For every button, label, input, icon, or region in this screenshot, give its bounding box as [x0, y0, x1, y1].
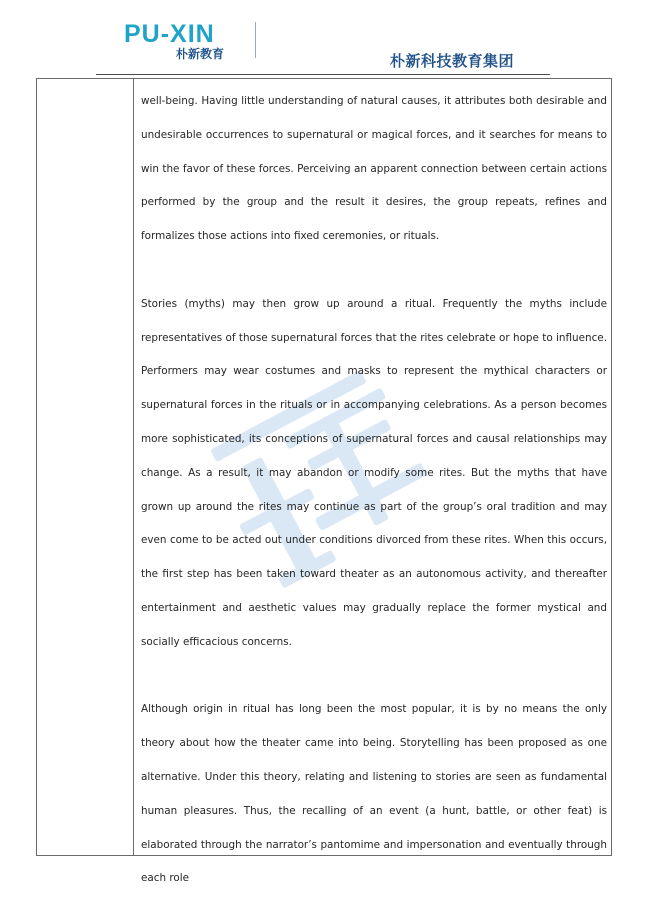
company-name: 朴新科技教育集团	[390, 52, 515, 70]
document-table	[36, 78, 612, 885]
paragraph-3: Although origin in ritual has long been the most popular, it is by no means the only theory about how the theater came into being. Storytelling has been proposed as one alternative. Under this theory, relating and listening to stories are seen as fundamental human pleasures. Thus, the recalling of an event (a hunt, battle, or other feat) is elaborated through the narrator’s pantomime and impersonation and eventually through each role	[141, 703, 607, 885]
puxin-logo	[124, 20, 264, 60]
logo-latin: PU-XIN	[124, 20, 215, 48]
paragraph-2: Stories (myths) may then grow up around a ritual. Frequently the myths include representatives of those supernatural forces that the rites celebrate or hope to influence. Performers may wear costumes and masks to represent the mythical characters or supernatural forces in the rituals or in accompanying celebrations. As a person becomes more sophisticated, its conceptions of supernatural forces and causal relationships may change. As a result, it may abandon or modify some rites. But the myths that have grown up around the rites may continue as part of the group’s oral tradition and may even come to be acted out under conditions divorced from these rites. When this occurs, the first step has been taken toward theater as an autonomous activity, and thereafter entertainment and aesthetic values may gradually replace the former mystical and socially efficacious concerns.	[141, 297, 607, 648]
passage-text	[141, 85, 607, 896]
paragraph-1: well-being. Having little understanding of natural causes, it attributes both desirable and undesirable occurrences to supernatural or magical forces, and it searches for means to win the favor of these forces. Perceiving an apparent connection between certain actions performed by the group and the result it desires, the group repeats, refines and formalizes those actions into fixed ceremonies, or rituals.	[141, 95, 607, 243]
logo-chinese: 朴新教育	[176, 47, 225, 60]
logo-divider	[255, 22, 256, 58]
page-header	[0, 0, 645, 78]
table-left-column	[37, 79, 134, 855]
header-rule	[96, 74, 550, 75]
